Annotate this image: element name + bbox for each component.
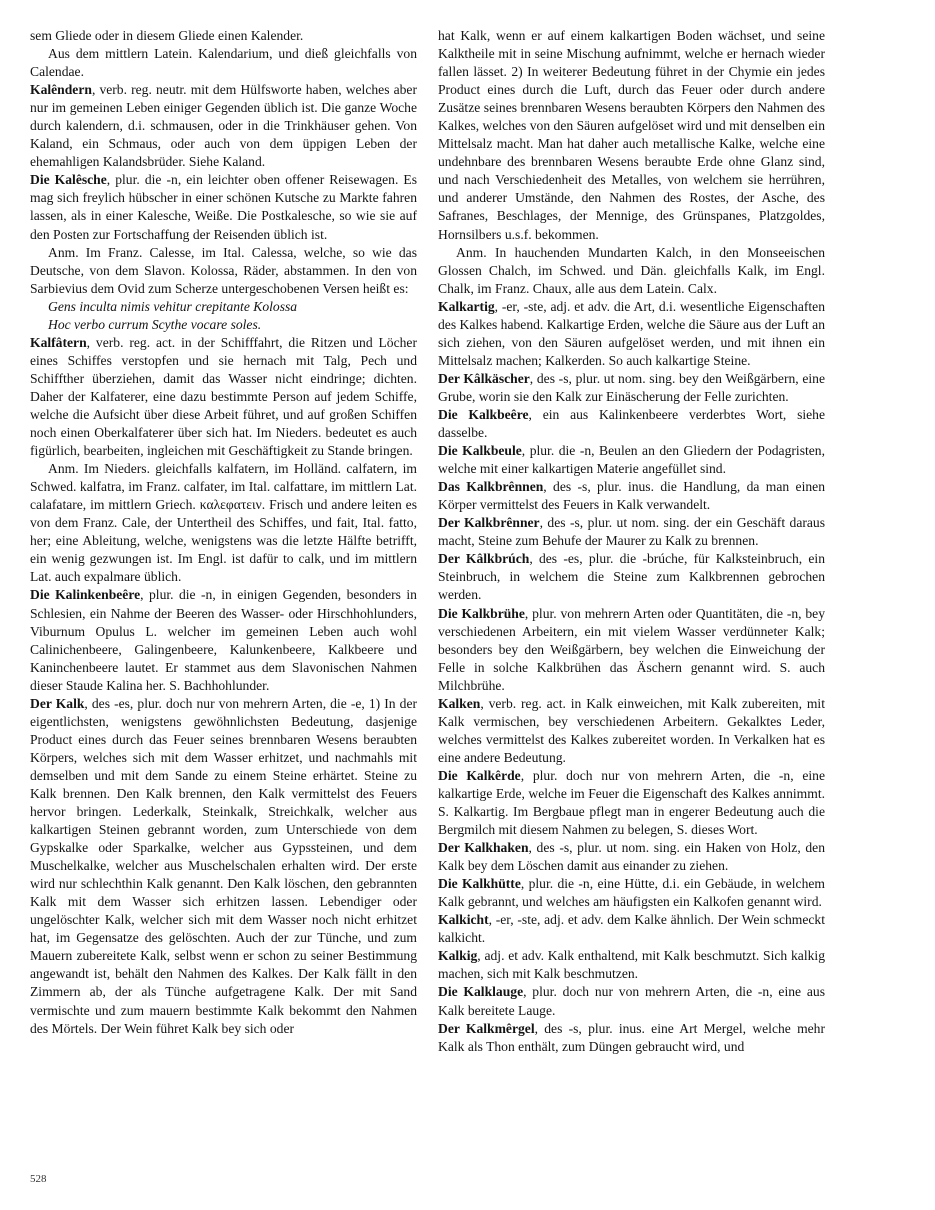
entry-headword: Kalkartig	[438, 298, 495, 314]
dictionary-entry	[438, 695, 825, 767]
verse-line: Gens inculta nimis vehitur crepitante Kolossa	[48, 298, 298, 314]
dictionary-entry	[438, 605, 825, 695]
entry-definition: , des -s, plur. ut nom. sing. bey den Weißgärbern, eine Grube, worin sie den Kalk zur Einäscherung der Felle zurichten.	[438, 370, 825, 404]
dictionary-entry	[438, 767, 825, 839]
entry-definition: , des -s, plur. ut nom. sing. der ein Geschäft daraus macht, Steine zum Behufe der Maurer zu Kalk zu brennen.	[438, 515, 826, 549]
continued-text: sem Gliede oder in diesem Gliede einen Kalender.	[30, 28, 304, 43]
entry-definition: , verb. reg. act. in Kalk einweichen, mit Kalk zubereiten, mit Kalk vermischen, bey verschiedenen Arbeitern. Gekalktes Leder, welches vermittelst des Kalkes zubereitet worden. In Verkalken hat es eine andere Bedeutung.	[438, 695, 825, 765]
etymology-note: Anm. In hauchenden Mundarten Kalch, in den Monseeischen Glossen Chalch, im Schwed. und Dän. gleichfalls Kalk, im Engl. Chalk, im Franz. Chaux, alle aus dem Latein. Calx.	[438, 244, 825, 296]
entry-headword: Kalfâtern	[30, 334, 87, 350]
dictionary-entry	[438, 514, 825, 550]
dictionary-entry	[438, 839, 825, 875]
entry-headword: Die Kalklauge	[438, 984, 524, 1000]
entry-definition: , verb. reg. neutr. mit dem Hülfsworte haben, welches aber nur im gemeinen Leben einiger Gegenden üblich ist. Die ganze Woche durch kalendern, d.i. schmausen, oder in die Trinkhäuser gehen. Von Kaland, ein Schmaus, oder auch von dem üppigen Leben der ehemahligen Kalandsbrüder. Siehe Kaland.	[30, 82, 417, 170]
entry-headword: Der Kalkmêrgel	[438, 1020, 535, 1036]
entry-headword: Kalêndern	[30, 82, 92, 98]
entry-definition: , des -s, plur. ut nom. sing. ein Haken von Holz, den Kalk bey dem Löschen damit aus einander zu ziehen.	[438, 840, 825, 874]
entry-definition: , des -s, plur. inus. die Handlung, da man einen Körper vermittelst des Feuers in Kalk verwandelt.	[438, 479, 825, 513]
dictionary-entry	[438, 298, 825, 370]
entry-headword: Kalkicht	[438, 912, 489, 928]
entry-definition: , plur. die -n, ein leichter oben offener Reisewagen. Es mag sich freylich hübscher in einer schönen Kutsche zu Markte fahren lassen, als in einer Kalesche, Weiße. Die Postkalesche, so wie sie auf den Posten zur Fortschaffung der Reisenden üblich ist.	[30, 172, 417, 242]
dictionary-entry	[30, 695, 417, 1038]
entry-headword: Kalkig	[438, 948, 478, 964]
dictionary-entry	[438, 875, 825, 911]
dictionary-entry	[438, 478, 825, 514]
dictionary-entry	[30, 81, 417, 171]
entry-headword: Die Kalkhütte	[438, 876, 521, 892]
entry-definition: , adj. et adv. Kalk enthaltend, mit Kalk beschmutzt. Sich kalkig machen, sich mit Kalk beschmutzen.	[438, 948, 825, 982]
etymology-note: Anm. Im Franz. Calesse, im Ital. Calessa, welche, so wie das Deutsche, von dem Slavon. Kolossa, Räder, abstammen. In den von Sarbievius dem Ovid zum Scherze untergeschobenen Versen heißt es:	[30, 244, 417, 296]
entry-definition: , plur. von mehrern Arten oder Quantitäten, die -n, bey verschiedenen Arbeitern, ein mit vielem Wasser verdünneter Kalk; besonders bey den Weißgärbern, bey welchen die Einweichung der Felle in solche Kalkbrühen das Äschern genannt wird. S. auch Milchbrühe.	[438, 605, 825, 693]
page-number: 528	[30, 1173, 47, 1185]
entry-headword: Die Kalinkenbeêre	[30, 587, 141, 603]
entry-headword: Die Kalêsche	[30, 172, 107, 188]
dictionary-entry	[438, 911, 825, 947]
entry-headword: Der Kalkbrênner	[438, 515, 540, 531]
entry-headword: Die Kalkbeêre	[438, 406, 529, 422]
dictionary-entry	[438, 370, 825, 406]
entry-headword: Die Kalkbrühe	[438, 605, 525, 621]
entry-definition: , verb. reg. act. in der Schifffahrt, die Ritzen und Löcher eines Schiffes verstopfen und sie hernach mit Talg, Pech und Schiffther überziehen, damit das Wasser nicht eindringe; dichten. Daher der Kalfaterer, eine dazu bestimmte Person auf jedem Schiffe, welche die Aufsicht über diese Arbeit führet, und auf großen Schiffen noch einen Oberkalfaterer über sich hat. Im Nieders. bedeutet es auch figürlich, bearbeiten, ingleichen mit Geschäftigkeit zu Stande bringen.	[30, 334, 417, 459]
right-column	[438, 27, 825, 1056]
entry-definition: , des -es, plur. doch nur von mehrern Arten, die -e, 1) In der eigentlichsten, wenigstens gewöhnlichsten Bedeutung, dasjenige Product eines durch das Feuer seines brennbaren Wesens beraubten Körpers, welches sich mit dem Wasser erhitzet, und nachmahls mit demselben und mit dem Sande zu einem Steine erhärtet. Steine zu Kalk brennen. Den Kalk brennen, den Kalk vermittelst des Feuers hervor bringen. Lederkalk, Steinkalk, Streichkalk, welcher aus kalkartigen Steinen gebrannt worden, zum Unterschiede von dem Gypskalke oder Sparkalke, welcher aus Gypssteinen, und dem Muschelkalke, welcher aus Muschelschalen erhalten wird. Der erste wird nur schlechthin Kalk genannt. Den Kalk löschen, den gebrannten Kalk mit dem Wasser sich erhitzen lassen. Lebendiger oder ungelöschter Kalk, welcher sich mit dem Wasser noch nicht erhitzet hat, im Gegensatze des gelöschten. Auch der zur Tünche, und zum Mauern zubereitete Kalk, selbst wenn er schon zu seiner Bestimmung angewandt ist, behält den Nahmen des Kalkes. Der Kalk fällt in den Zimmern ab, der als Tünche aufgetragene Kalk. Der mit Sand vermischte und zum mauern bestimmte Kalk bekommt den Nahmen des Mörtels. Der Wein führet Kalk bey sich oder	[30, 695, 417, 1036]
entry-definition: , -er, -ste, adj. et adv. die Art, d.i. wesentliche Eigenschaften des Kalkes habend. Kalkartige Erden, welche die Säure aus der Luft an sich ziehen, von den Säuren aufgelöset werden, und mit ihnen ein Mittelsalz machen; Kalkerden. So auch kalkartige Steine.	[438, 298, 825, 368]
left-column	[30, 27, 417, 1038]
etymology-note: Aus dem mittlern Latein. Kalendarium, und dieß gleichfalls von Calendae.	[30, 46, 417, 80]
entry-headword: Der Kalk	[30, 695, 85, 711]
dictionary-entry	[438, 1020, 825, 1056]
entry-headword: Der Kalkhaken	[438, 840, 529, 856]
continued-text: hat Kalk, wenn er auf einem kalkartigen Boden wächset, und seine Kalktheile mit in seine Mischung aufnimmt, welche er hernach wieder fallen lässet. 2) In weiterer Bedeutung führet in der Chymie ein jedes Product eines durch die Luft, durch das Feuer oder durch andere Zusätze seines brennbaren Wesens beraubten Körpers den Nahmen des Kalkes, welches von den Säuren aufgelöset wird und mit denselben ein Mittelsalz macht. Man hat daher auch metallische Kalke, welche eine undehnbare des brennbaren Wesens beraubte Erde ohne Glanz sind, und nach Verschiedenheit des Metalles, von welchem sie herrühren, und anderer Umstände, den Nahmen des Rostes, der Asche, des Safranes, Beschlages, der Mennige, des Grünspanes, Platzgoldes, Hornsilbers u.s.f. bekommen.	[438, 28, 825, 242]
entry-definition: , plur. die -n, eine Hütte, d.i. ein Gebäude, in welchem Kalk gebrannt, und welches am häufigsten ein Kalkofen genannt wird.	[438, 876, 825, 910]
verse-line: Hoc verbo currum Scythe vocare soles.	[48, 316, 262, 332]
dictionary-entry	[30, 334, 417, 460]
entry-definition: , plur. doch nur von mehrern Arten, die -n, eine aus Kalk bereitete Lauge.	[438, 984, 825, 1018]
entry-definition: , des -s, plur. inus. eine Art Mergel, welche mehr Kalk als Thon enthält, zum Düngen gebraucht wird, und	[438, 1020, 825, 1054]
dictionary-entry	[30, 586, 417, 694]
entry-definition: , plur. die -n, Beulen an den Gliedern der Podagristen, welche mit einer kalkartigen Materie angefüllet sind.	[438, 443, 825, 477]
entry-definition: , plur. doch nur von mehrern Arten, die -n, eine kalkartige Erde, welche im Feuer die Eigenschaft des Kalkes annimmt. S. Kalkartig. Im Bergbaue pflegt man in engerer Bedeutung auch die Bergmilch mit diesem Nahmen zu belegen, S. dieses Wort.	[438, 767, 825, 838]
dictionary-entry	[438, 442, 825, 478]
entry-headword: Der Kâlkäscher	[438, 370, 530, 386]
entry-headword: Die Kalkbeule	[438, 443, 522, 459]
dictionary-entry	[30, 171, 417, 243]
entry-definition: , ein aus Kalinkenbeere verderbtes Wort, siehe dasselbe.	[438, 406, 825, 441]
dictionary-entry	[438, 947, 825, 983]
entry-headword: Das Kalkbrênnen	[438, 479, 544, 495]
entry-headword: Kalken	[438, 695, 481, 711]
dictionary-entry	[438, 983, 825, 1019]
entry-headword: Der Kâlkbrúch	[438, 551, 530, 567]
entry-definition: , -er, -ste, adj. et adv. dem Kalke ähnlich. Der Wein schmeckt kalkicht.	[438, 912, 825, 946]
entry-headword: Die Kalkêrde	[438, 767, 521, 783]
etymology-note: Anm. Im Nieders. gleichfalls kalfatern, im Holländ. calfatern, im Schwed. kalfatra, im Franz. calfater, im Ital. calfattare, im mittlern Lat. calafatare, im mittlern Griech. καλεφατειν. Frisch und andere leiten es von dem Franz. Cale, der Untertheil des Schiffes, und fait, Ital. fatto, her; eine Ableitung, welche, wenigstens was die letzte Hälfte betrifft, ein wenig gezwungen ist. Im Engl. ist dafür to calk, und im mittlern Lat. auch expalmare üblich.	[30, 461, 417, 585]
dictionary-entry	[438, 550, 825, 604]
entry-definition: , plur. die -n, in einigen Gegenden, besonders in Schlesien, ein Nahme der Beeren des Wasser- oder Hirschhohlunders, Viburnum Opulus L. welcher im gemeinen Leben auch wohl Calinichenbeere, Galingenbeere, Kalunkenbeere, Kalkbeere und Kaninchenbeere lautet. Er stammet aus dem Slavonischen Nahmen dieser Staude Kalina her. S. Bachhohlunder.	[30, 587, 417, 693]
dictionary-entry	[438, 406, 825, 442]
entry-definition: , des -es, plur. die -brúche, für Kalksteinbruch, ein Steinbruch, in welchem die Steine zum Kalkbrennen gebrochen werden.	[438, 551, 825, 603]
